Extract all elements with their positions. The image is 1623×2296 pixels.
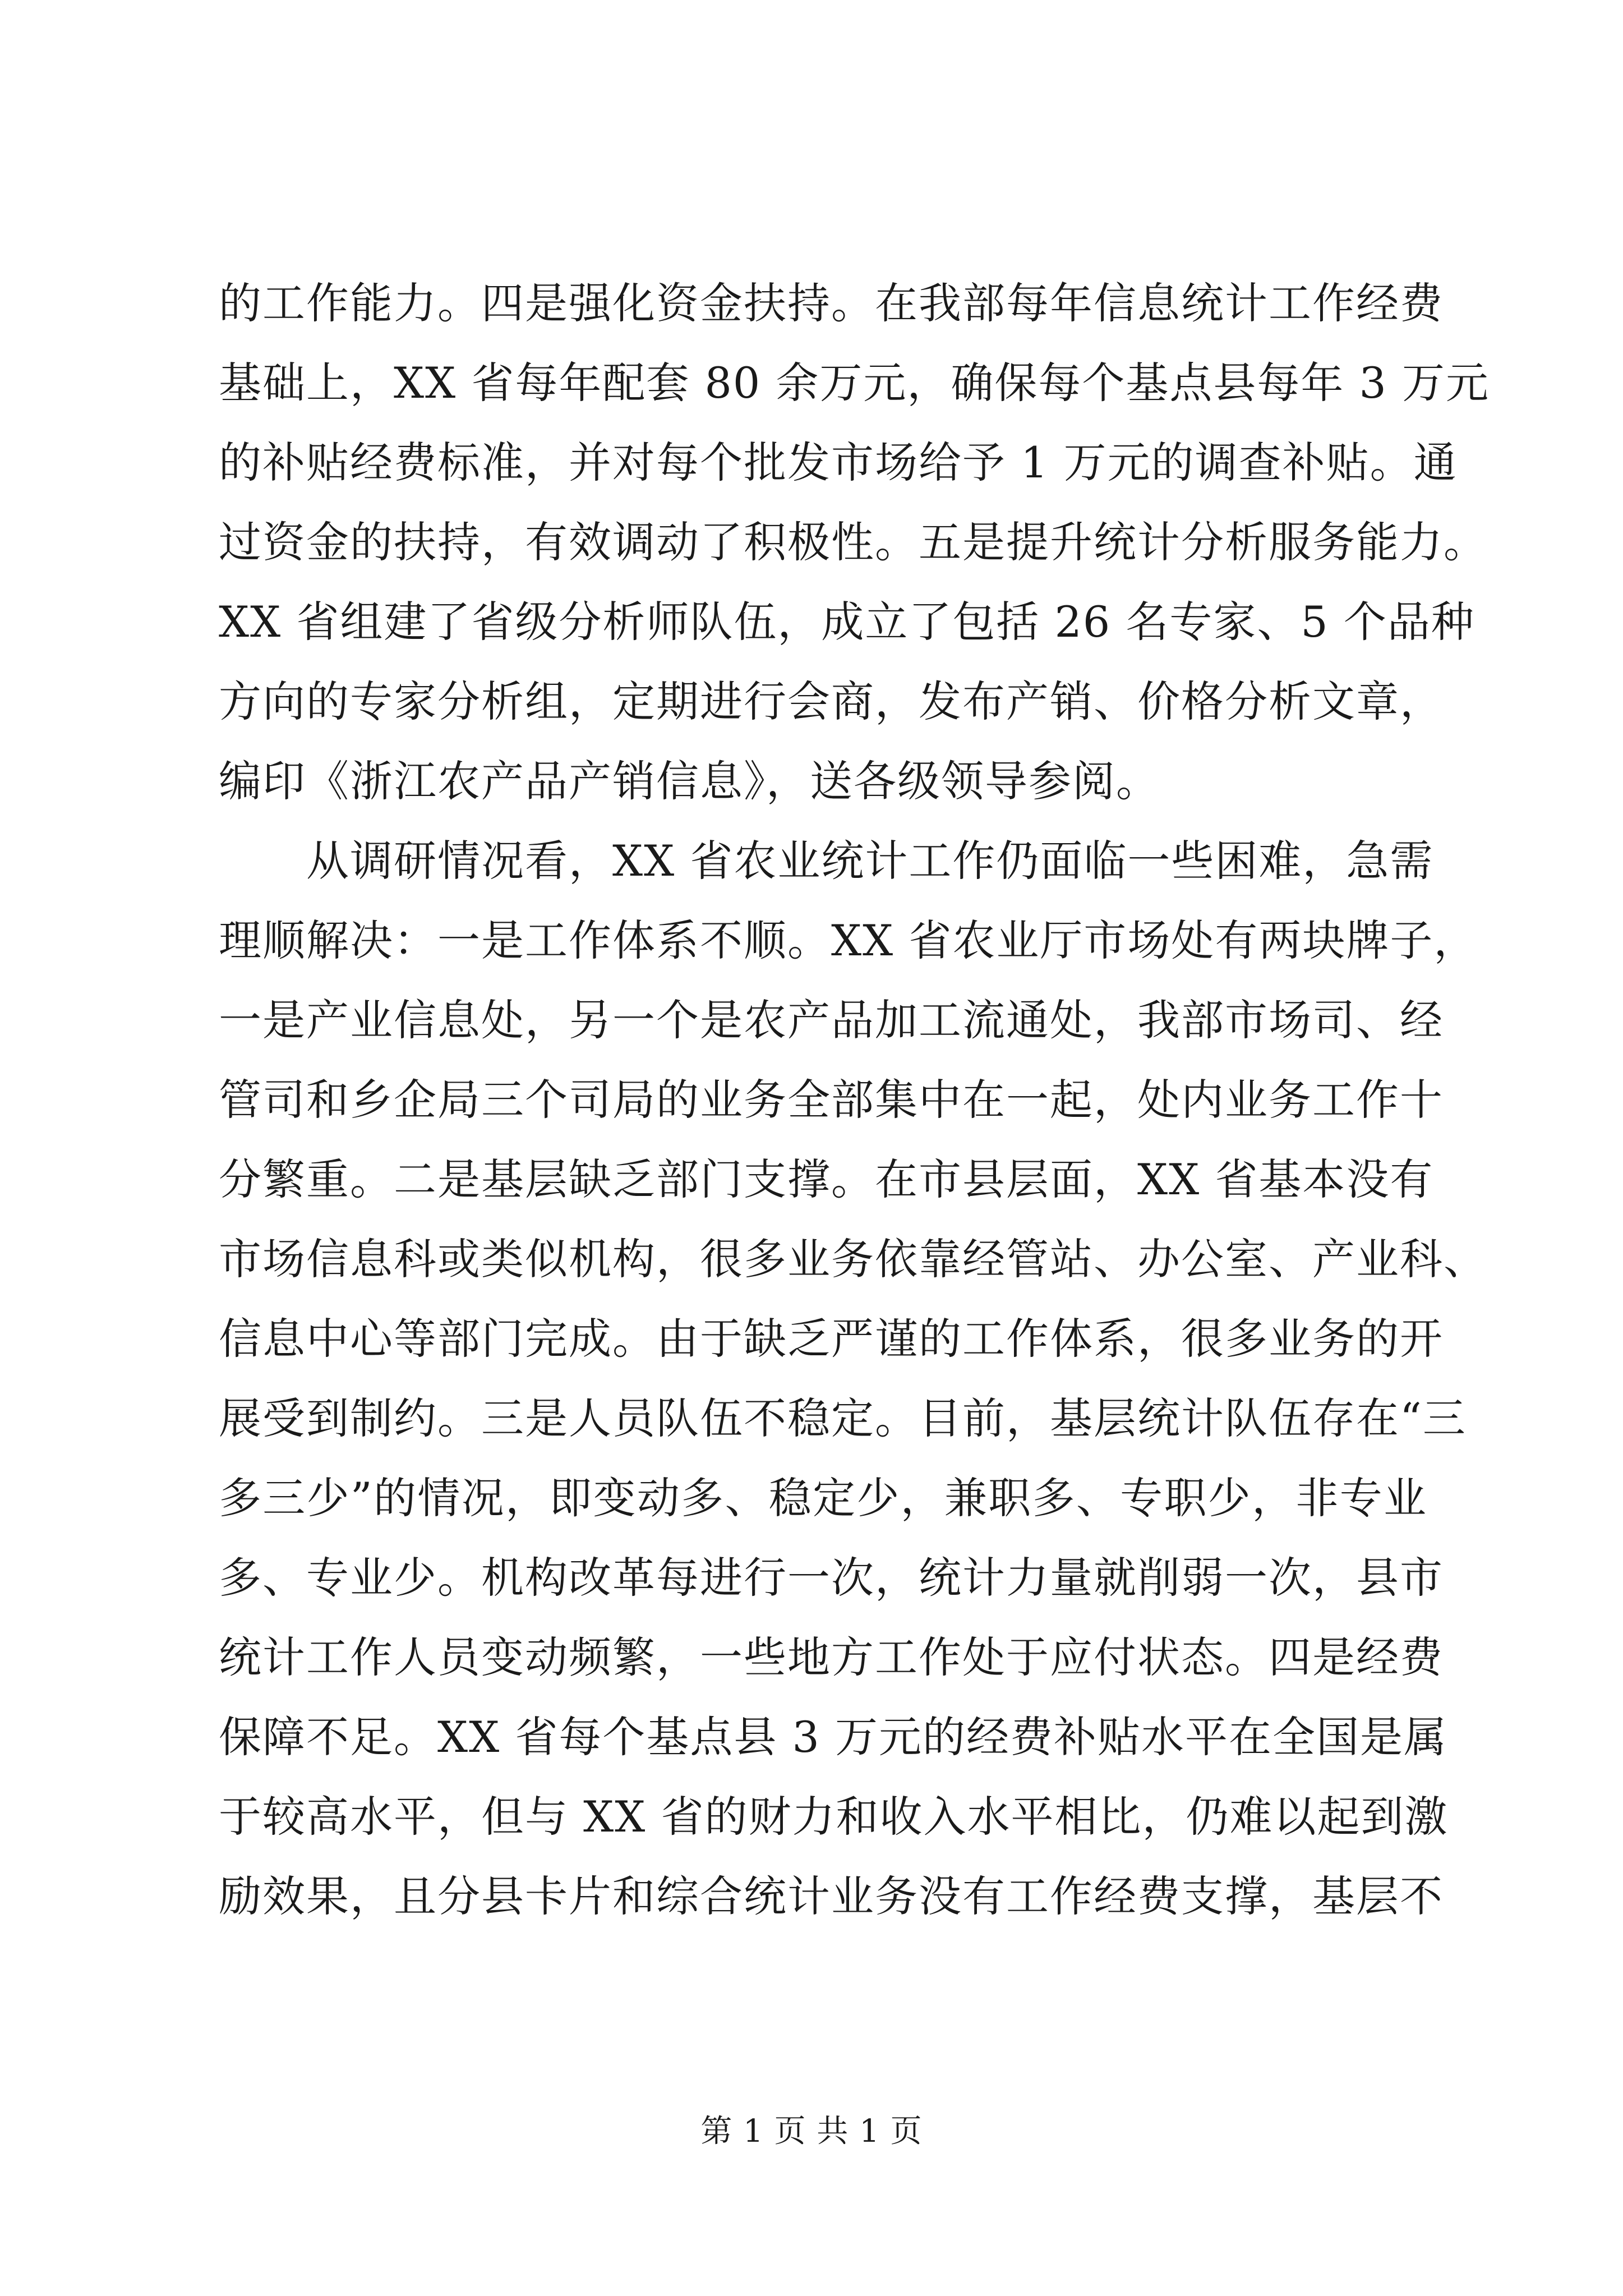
text-line: 励效果，且分县卡片和综合统计业务没有工作经费支撑，基层不 [219, 1871, 1444, 1921]
text-line: 展受到制约。三是人员队伍不稳定。目前，基层统计队伍存在“三 [219, 1393, 1467, 1443]
text-line: 保障不足。XX 省每个基点县 3 万元的经费补贴水平在全国是属 [219, 1712, 1448, 1762]
text-line: 从调研情况看，XX 省农业统计工作仍面临一些困难，急需 [219, 836, 1434, 886]
text-line: 过资金的扶持，有效调动了积极性。五是提升统计分析服务能力。 [219, 517, 1487, 567]
text-line: 分繁重。二是基层缺乏部门支撑。在市县层面，XX 省基本没有 [219, 1154, 1434, 1204]
text-line: XX 省组建了省级分析师队伍，成立了包括 26 名专家、5 个品种 [219, 597, 1475, 647]
text-line: 一是产业信息处，另一个是农产品加工流通处，我部市场司、经 [219, 995, 1444, 1045]
text-line: 多三少”的情况，即变动多、稳定少，兼职多、专职少，非专业 [219, 1473, 1427, 1523]
text-line: 管司和乡企局三个司局的业务全部集中在一起，处内业务工作十 [219, 1075, 1444, 1125]
text-line: 方向的专家分析组，定期进行会商，发布产销、价格分析文章， [219, 677, 1444, 726]
page-footer: 第 1 页 共 1 页 [700, 2113, 923, 2150]
text-line: 统计工作人员变动频繁，一些地方工作处于应付状态。四是经费 [219, 1632, 1444, 1682]
text-line: 市场信息科或类似机构，很多业务依靠经管站、办公室、产业科、 [219, 1234, 1487, 1284]
document-body [219, 264, 1490, 1936]
text-line: 的工作能力。四是强化资金扶持。在我部每年信息统计工作经费 [219, 278, 1444, 328]
text-line: 于较高水平，但与 XX 省的财力和收入水平相比，仍难以起到激 [219, 1792, 1449, 1842]
text-line: 基础上，XX 省每年配套 80 余万元，确保每个基点县每年 3 万元 [219, 358, 1490, 408]
text-line: 编印《浙江农产品产销信息》，送各级领导参阅。 [219, 756, 1160, 806]
text-line: 理顺解决：一是工作体系不顺。XX 省农业厅市场处有两块牌子， [219, 915, 1478, 965]
text-line: 的补贴经费标准，并对每个批发市场给予 1 万元的调查补贴。通 [219, 438, 1458, 487]
text-line: 信息中心等部门完成。由于缺乏严谨的工作体系，很多业务的开 [219, 1314, 1444, 1364]
text-line: 多、专业少。机构改革每进行一次，统计力量就削弱一次，县市 [219, 1553, 1444, 1603]
